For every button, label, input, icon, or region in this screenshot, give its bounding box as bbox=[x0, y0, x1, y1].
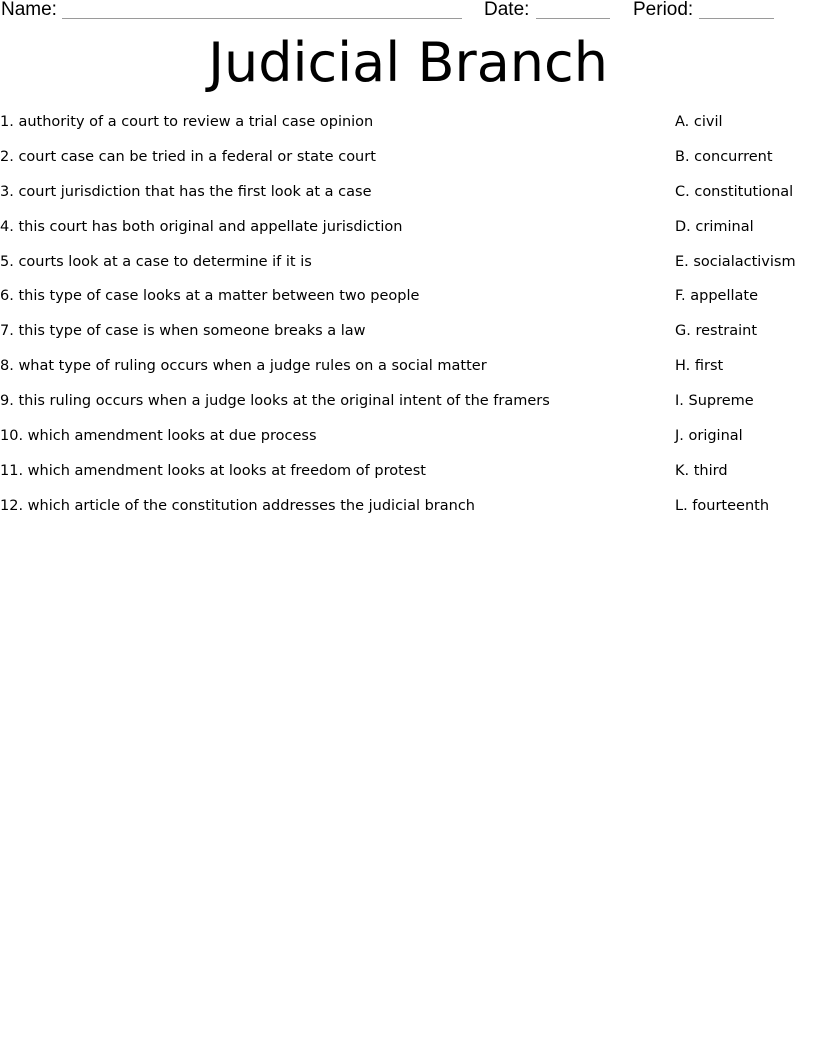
page-title: Judicial Branch bbox=[208, 31, 608, 94]
answer-item: K. third bbox=[675, 462, 728, 479]
answer-item: L. fourteenth bbox=[675, 497, 770, 514]
answer-item: J. original bbox=[675, 428, 743, 445]
answer-item: A. civil bbox=[675, 114, 723, 130]
answer-item: H. first bbox=[675, 358, 724, 375]
clue-item: 8. what type of ruling occurs when a judge rules on a social matter bbox=[0, 358, 487, 375]
clue-item: 10. which amendment looks at due process bbox=[0, 428, 317, 445]
clue-item: 2. court case can be tried in a federal or state court bbox=[0, 148, 376, 165]
clue-item: 12. which article of the constitution addresses the judicial branch bbox=[0, 497, 475, 514]
answer-item: E. socialactivism bbox=[675, 253, 796, 270]
clue-item: 1. authority of a court to review a trial case opinion bbox=[0, 114, 374, 130]
answer-item: B. concurrent bbox=[675, 148, 773, 165]
clue-item: 9. this ruling occurs when a judge looks at the original intent of the framers bbox=[0, 393, 550, 410]
clue-list bbox=[0, 112, 660, 531]
answer-list bbox=[675, 112, 816, 531]
student-info-header bbox=[0, 0, 816, 22]
clue-item: 4. this court has both original and appellate jurisdiction bbox=[0, 218, 403, 235]
answer-item: D. criminal bbox=[675, 218, 754, 235]
clue-item: 5. courts look at a case to determine if it is bbox=[0, 253, 312, 270]
clue-item: 6. this type of case looks at a matter between two people bbox=[0, 288, 420, 305]
clue-item: 3. court jurisdiction that has the first look at a case bbox=[0, 183, 372, 200]
answer-item: C. constitutional bbox=[675, 183, 794, 200]
clue-item: 11. which amendment looks at looks at freedom of protest bbox=[0, 462, 426, 479]
answer-item: G. restraint bbox=[675, 323, 758, 340]
clue-item: 7. this type of case is when someone breaks a law bbox=[0, 323, 366, 340]
name-label: Name: bbox=[1, 0, 57, 20]
period-label: Period: bbox=[633, 0, 694, 20]
name-blank[interactable] bbox=[62, 18, 462, 19]
answer-item: I. Supreme bbox=[675, 393, 754, 410]
date-blank[interactable] bbox=[536, 18, 610, 19]
date-label: Date: bbox=[484, 0, 530, 20]
answer-item: F. appellate bbox=[675, 288, 758, 305]
period-blank[interactable] bbox=[699, 18, 774, 19]
